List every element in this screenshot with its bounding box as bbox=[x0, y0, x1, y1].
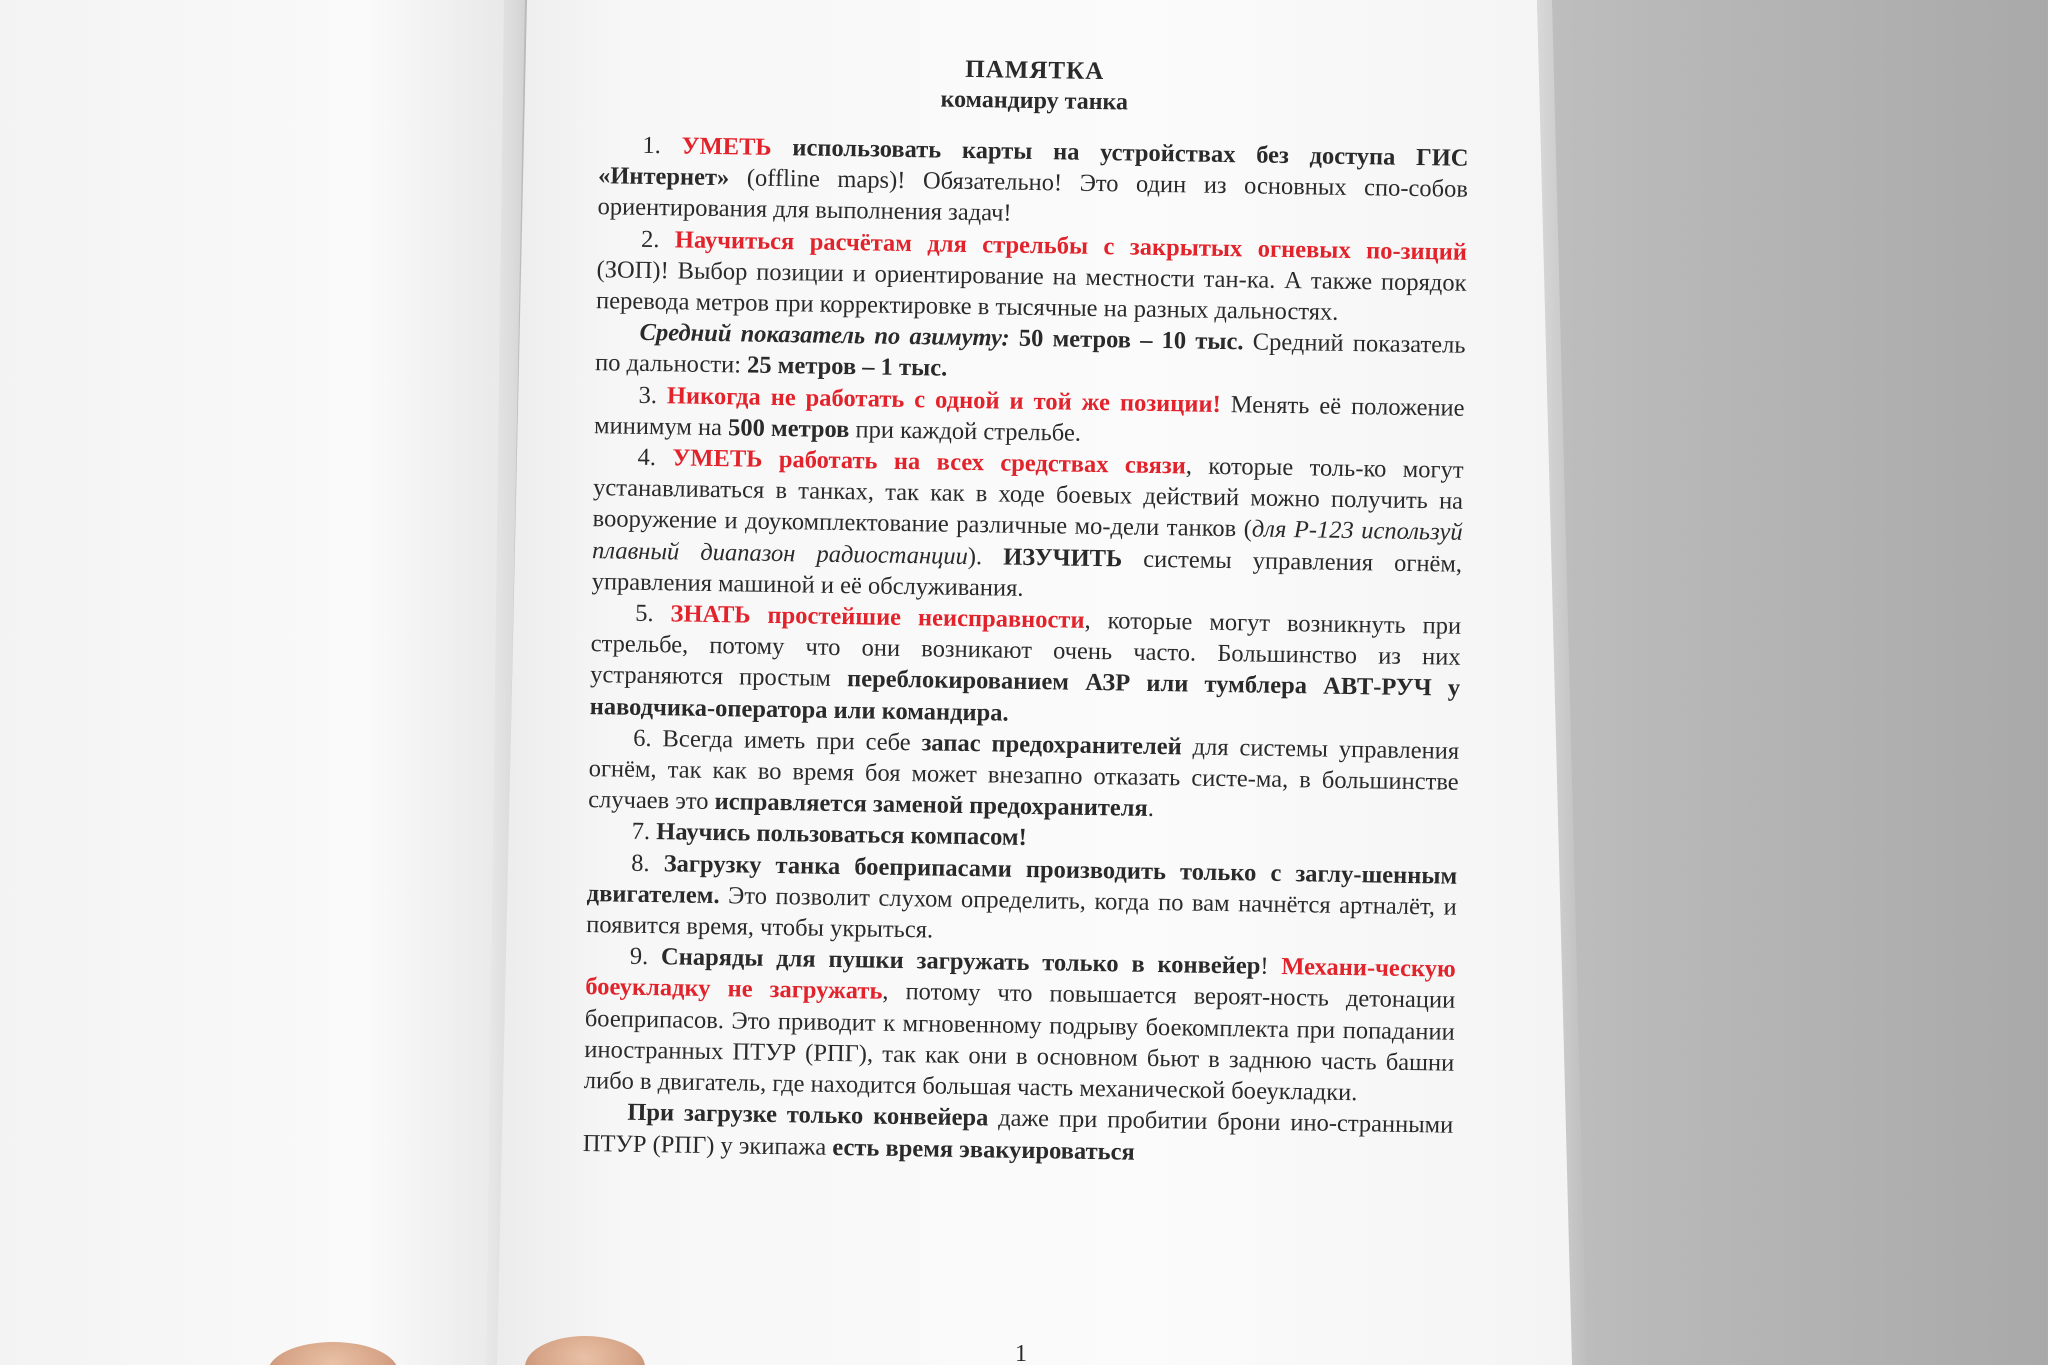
item-1: 1. УМЕТЬ использовать карты на устройствах без доступа ГИС «Интернет» (offline maps)! Обязательно! Это один из основных спо-собов ориентирования для выполнения задач! bbox=[597, 131, 1469, 228]
item-9-highlight: Механи-ческую боеукладку не загружать bbox=[585, 953, 1456, 1006]
item-9: 9. Снаряды для пушки загружать только в конвейер! Механи-ческую боеукладку не загружать, потому что повышается вероят-ность детонации боеприпасов. Это приводит к мгновенному подрыву боекомплекта при попадании иностранных ПТУР (РПГ), так как они в основном бьют в заднюю часть башни либо в двигатель, где находится большая часть механической боеукладки. bbox=[583, 943, 1456, 1107]
item-3: 3. Никогда не работать с одной и той же позиции! Менять её положение минимум на 500 метров при каждой стрельбе. bbox=[593, 381, 1465, 447]
page-content bbox=[583, 49, 1470, 1172]
item-9-note: При загрузке только конвейера даже при пробитии брони ино-странными ПТУР (РПГ) у экипажа есть время эвакуироваться bbox=[582, 1099, 1454, 1166]
page-number: 1 bbox=[1015, 1341, 1027, 1365]
item-3-highlight: Никогда не работать с одной и той же позиции! bbox=[666, 381, 1222, 418]
item-4: 4. УМЕТЬ работать на всех средствах связи, которые толь-ко могут устанавливаться в танках, так как в ходе боевых действий можно получить на вооружение и доукомплектование различные мо-дели танков (для Р-123 используй плавный диапазон радиостанции). ИЗУЧИТЬ системы управления огнём, управления машиной и её обслуживания. bbox=[591, 443, 1464, 602]
page-title: ПАМЯТКА bbox=[965, 55, 1105, 86]
item-7: 7. Научись пользоваться компасом! bbox=[631, 818, 1027, 852]
item-5-highlight: ЗНАТЬ простейшие неисправности bbox=[670, 600, 1085, 634]
item-4-highlight: УМЕТЬ работать на всех средствах связи bbox=[672, 444, 1187, 480]
item-2: 2. Научиться расчётам для стрельбы с закрытых огневых по-зиций (ЗОП)! Выбор позиции и ориентирование на местности тан-ка. А также порядок перевода метров при корректировке в тысячные на разных дальностях. bbox=[595, 225, 1468, 326]
item-2-highlight: Научиться расчётам для стрельбы с закрытых огневых по-зиций bbox=[674, 225, 1468, 266]
item-1-highlight: УМЕТЬ bbox=[681, 132, 772, 161]
item-5: 5. ЗНАТЬ простейшие неисправности, которые могут возникнуть при стрельбе, потому что они возникают очень часто. Большинство из них устраняются простым переблокированием АЗР или тумблера АВТ-РУЧ у наводчика-оператора или командира. bbox=[589, 599, 1462, 727]
item-2-averages: Средний показатель по азимуту: 50 метров – 10 тыс. Средний показатель по дальности: 25 метров – 1 тыс. bbox=[594, 319, 1466, 383]
item-8: 8. Загрузку танка боеприпасами производить только с заглу-шенным двигателем. Это позволит слухом определить, когда по вам начнётся артналёт, и появится время, чтобы укрыться. bbox=[586, 849, 1458, 944]
page-subtitle: командиру танка bbox=[940, 86, 1129, 116]
left-blank-page bbox=[0, 0, 525, 1365]
item-6: 6. Всегда иметь при себе запас предохранителей для системы управления огнём, так как во время боя может внезапно отказать систе-ма, в большинстве случаев это исправляется заменой предохранителя. bbox=[588, 724, 1460, 823]
